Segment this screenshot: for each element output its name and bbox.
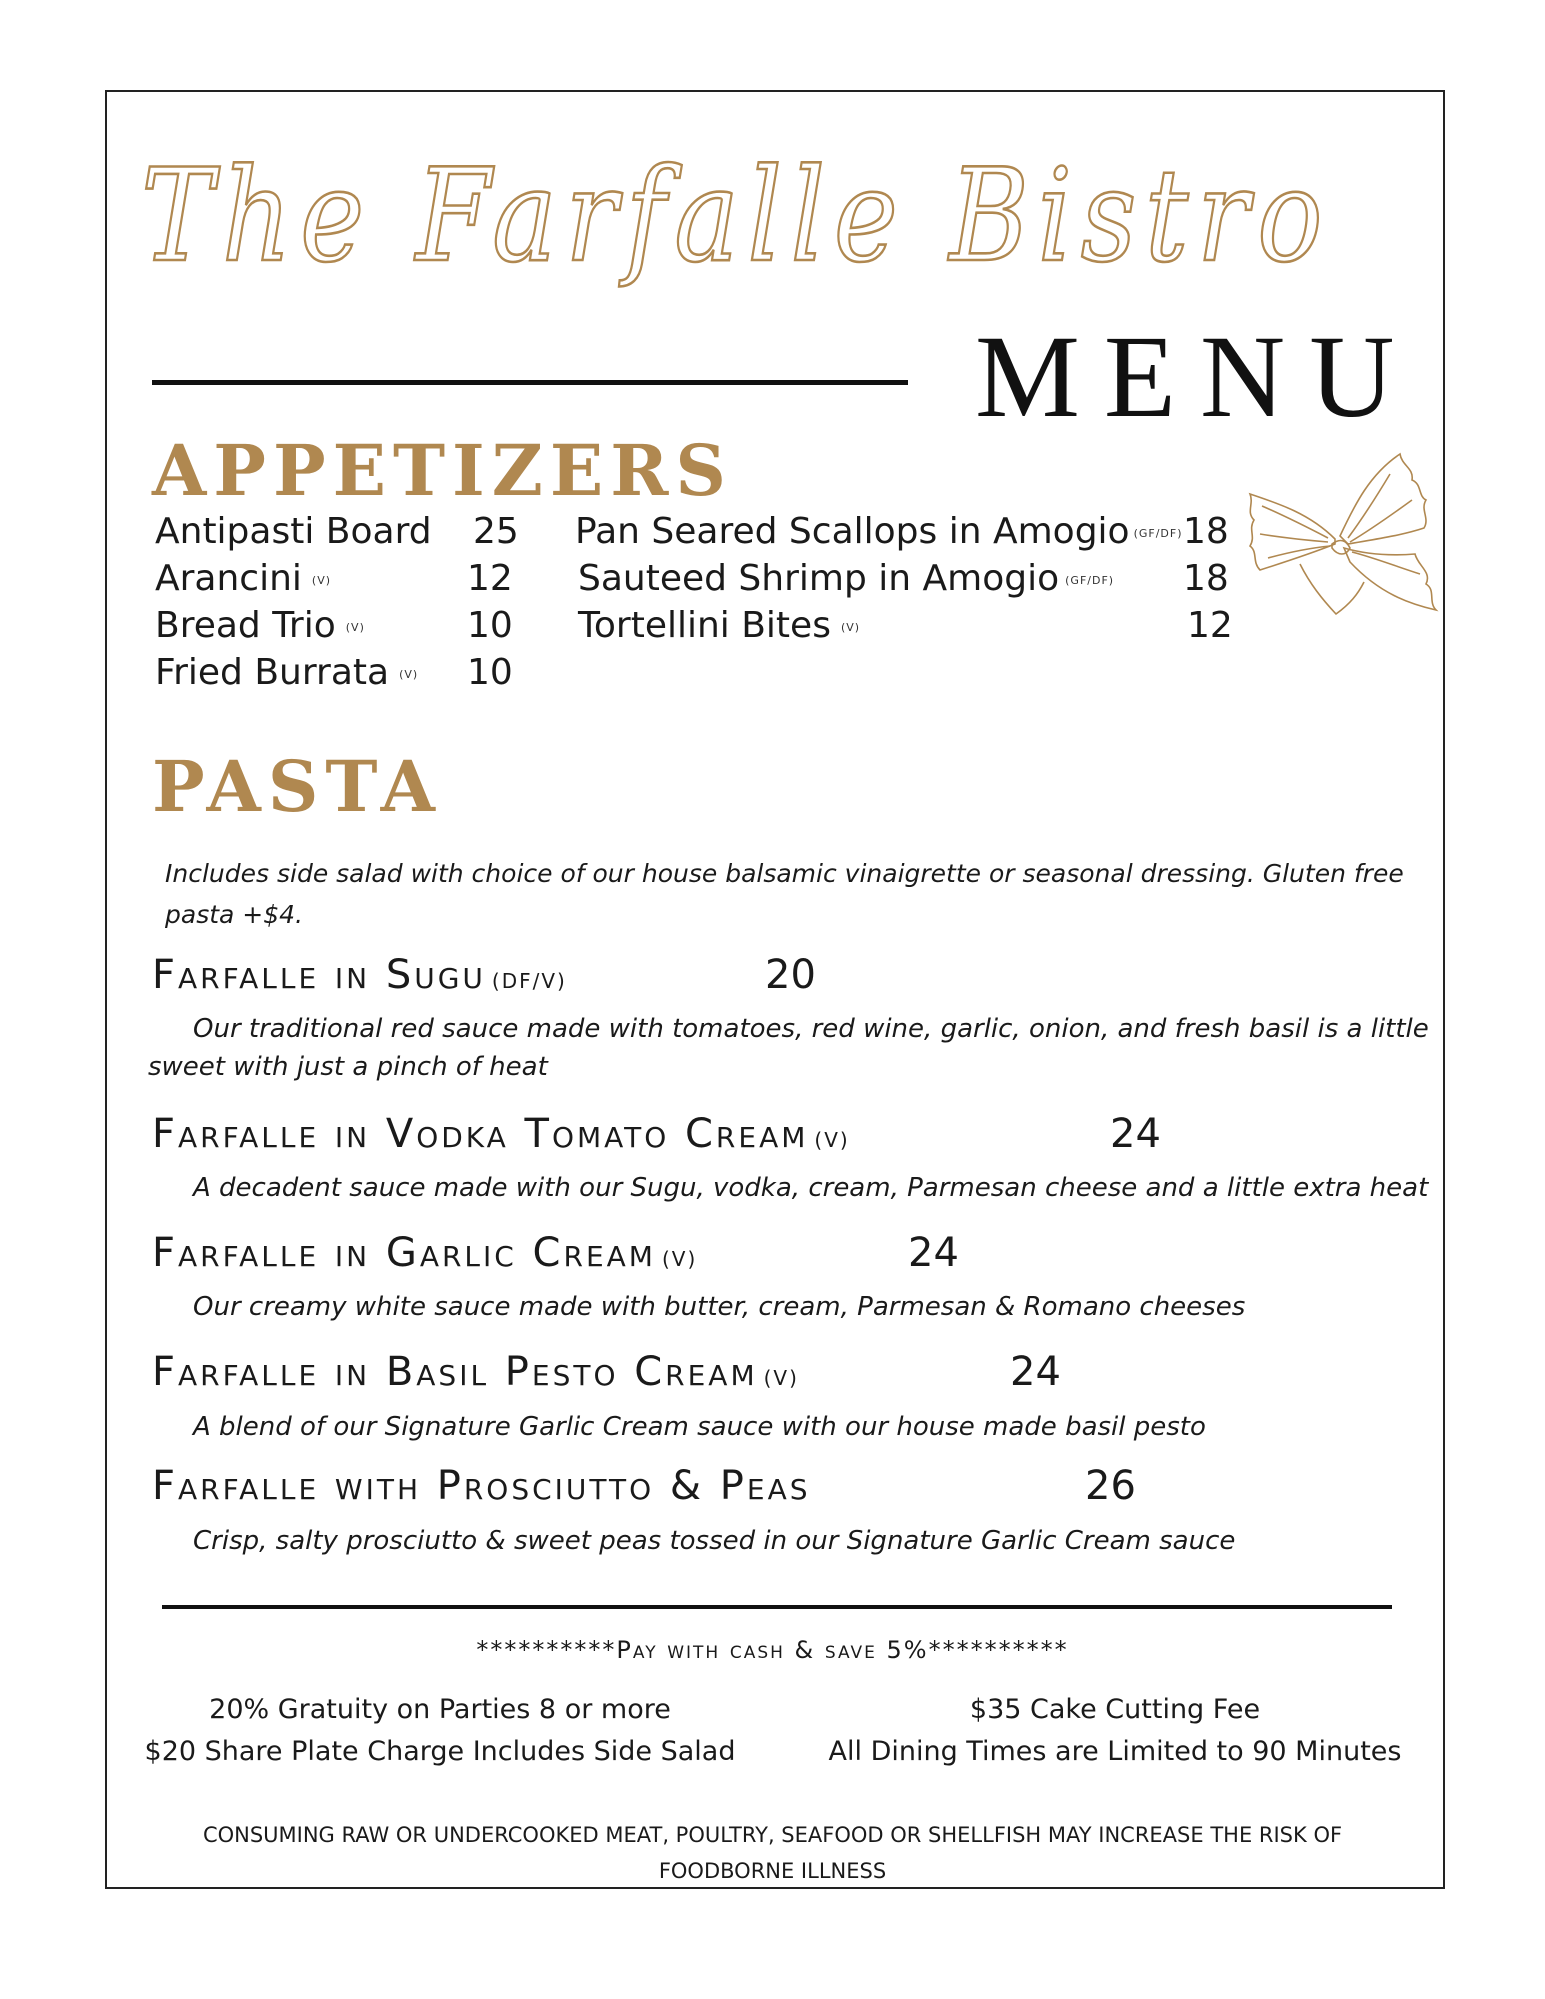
dietary-tag: (V) — [763, 1366, 799, 1390]
dining-time-note: All Dining Times are Limited to 90 Minutes — [828, 1736, 1402, 1767]
cash-discount-note: **********Pay with cash & save 5%********** — [476, 1636, 1069, 1664]
dietary-tag: (V) — [661, 1247, 698, 1271]
appetizer-price: 12 — [1187, 605, 1233, 646]
appetizer-item — [575, 511, 1183, 552]
dish-description: Crisp, salty prosciutto & sweet peas tossed in our Signature Garlic Cream sauce — [193, 1526, 1236, 1556]
footer-rule — [162, 1605, 1392, 1609]
appetizer-price: 18 — [1183, 511, 1229, 552]
dish-description: Our traditional red sauce made with tomatoes, red wine, garlic, onion, and fresh basil is a little — [193, 1014, 1429, 1044]
appetizer-item — [578, 558, 1115, 599]
dish-description: A decadent sauce made with our Sugu, vodka, cream, Parmesan cheese and a little extra heat — [193, 1173, 1429, 1203]
pasta-dish-name — [152, 1111, 850, 1157]
dish-price: 24 — [1110, 1111, 1161, 1157]
pasta-dish-name — [152, 1349, 799, 1395]
appetizer-price: 10 — [467, 605, 513, 646]
cake-fee-note: $35 Cake Cutting Fee — [969, 1694, 1261, 1725]
appetizer-name: Tortellini Bites — [578, 605, 831, 646]
dietary-tag: (GF/DF) — [1065, 573, 1115, 587]
dietary-tag: (V) — [345, 620, 365, 634]
appetizer-item — [155, 652, 419, 693]
dietary-tag: (V) — [840, 620, 861, 634]
dish-title: Farfalle with Prosciutto & Peas — [152, 1463, 811, 1509]
dish-title: Farfalle in Vodka Tomato Cream — [152, 1111, 809, 1157]
pasta-dish-name — [152, 1230, 698, 1276]
appetizer-name: Arancini — [155, 558, 302, 599]
dietary-tag: (DF/V) — [491, 969, 567, 993]
menu-title: MENU — [975, 311, 1419, 442]
dish-title: Farfalle in Garlic Cream — [152, 1230, 656, 1276]
dish-description: Our creamy white sauce made with butter, cream, Parmesan & Romano cheeses — [193, 1292, 1246, 1322]
dietary-tag: (V) — [814, 1128, 850, 1152]
pasta-note: Includes side salad with choice of our house balsamic vinaigrette or seasonal dressing. Gluten free pasta +$4. — [165, 859, 1404, 929]
header-rule — [152, 380, 908, 385]
dish-price: 24 — [908, 1230, 959, 1276]
appetizer-item — [155, 558, 332, 599]
dish-price: 24 — [1010, 1349, 1061, 1395]
dish-price: 26 — [1085, 1463, 1136, 1509]
appetizer-name: Fried Burrata — [155, 652, 390, 693]
dish-title: Farfalle in Sugu — [152, 952, 486, 998]
appetizer-item — [155, 605, 365, 646]
pasta-dish-name — [152, 1463, 811, 1509]
food-safety-warning: CONSUMING RAW OR UNDERCOOKED MEAT, POULTRY, SEAFOOD OR SHELLFISH MAY INCREASE THE RISK OF FOODBORNE ILLNESS — [202, 1823, 1343, 1883]
gratuity-note: 20% Gratuity on Parties 8 or more — [209, 1694, 671, 1725]
appetizer-name: Bread Trio — [155, 605, 336, 646]
appetizer-price: 25 — [473, 511, 519, 552]
dish-description: A blend of our Signature Garlic Cream sauce with our house made basil pesto — [193, 1412, 1206, 1442]
dish-description: sweet with just a pinch of heat — [148, 1052, 548, 1082]
restaurant-name: The Farfalle Bistro — [141, 142, 1331, 291]
pasta-heading: PASTA — [152, 745, 442, 828]
restaurant-name-logo — [135, 110, 1355, 340]
dietary-tag: (GF/DF) — [1133, 526, 1183, 540]
appetizer-price: 18 — [1183, 558, 1229, 599]
appetizer-name: Pan Seared Scallops in Amogio — [575, 511, 1130, 552]
dietary-tag: (V) — [311, 573, 332, 587]
appetizer-price: 10 — [467, 652, 513, 693]
appetizer-name: Antipasti Board — [155, 511, 432, 552]
dish-price: 20 — [765, 952, 816, 998]
appetizer-price: 12 — [467, 558, 513, 599]
appetizer-item — [578, 605, 861, 646]
pasta-dish-name — [152, 952, 567, 998]
appetizers-heading: APPETIZERS — [152, 429, 733, 512]
farfalle-pasta-illustration — [1240, 444, 1455, 619]
appetizer-item — [155, 511, 432, 552]
share-plate-note: $20 Share Plate Charge Includes Side Salad — [144, 1736, 736, 1767]
dish-title: Farfalle in Basil Pesto Cream — [152, 1349, 758, 1395]
appetizer-name: Sauteed Shrimp in Amogio — [578, 558, 1060, 599]
dietary-tag: (V) — [399, 667, 419, 681]
